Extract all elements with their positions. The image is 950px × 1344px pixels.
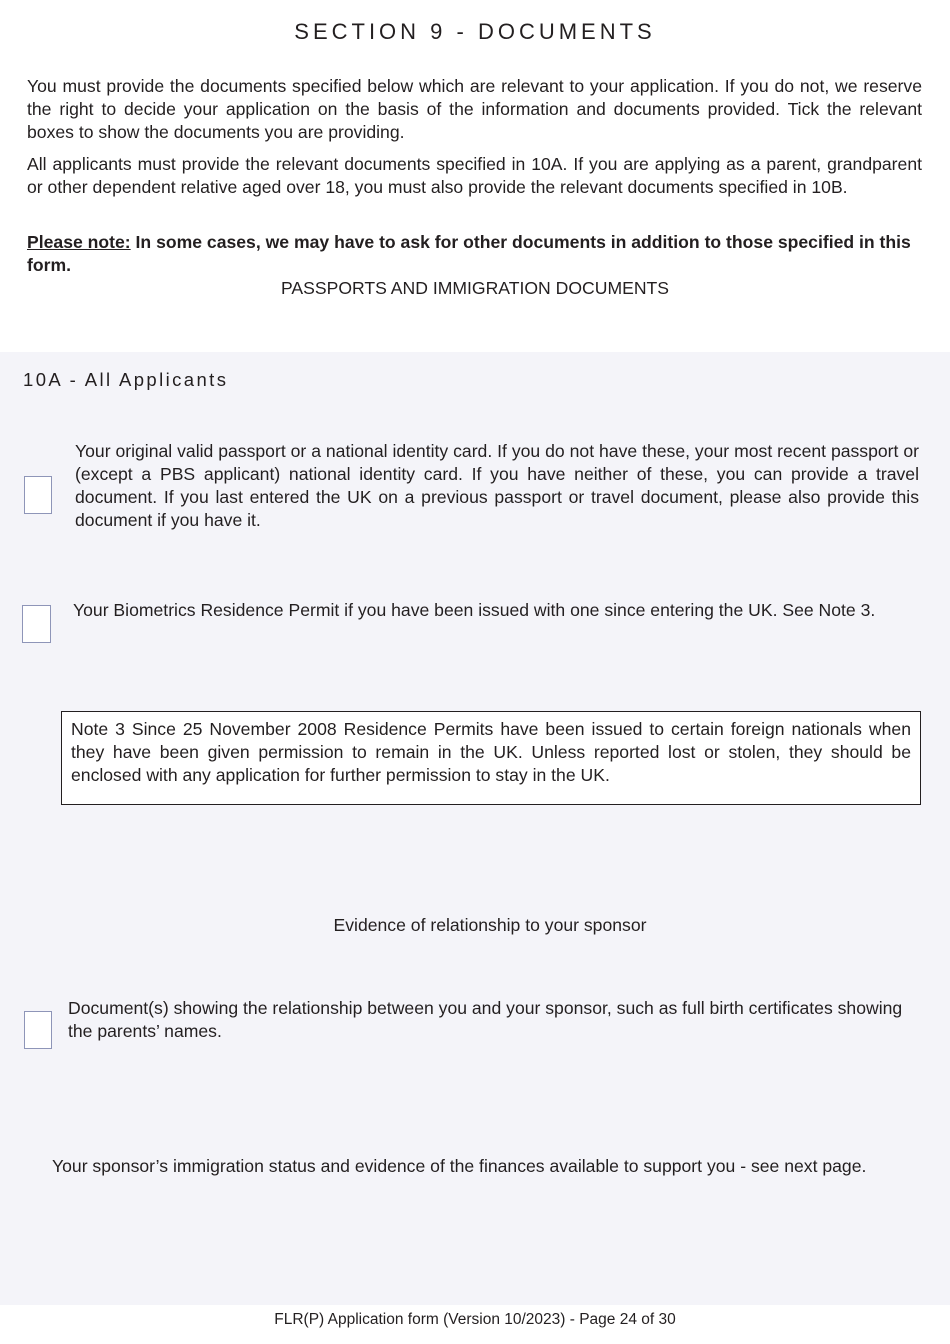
note-3-box	[61, 711, 921, 805]
please-note-text: In some cases, we may have to ask for other documents in addition to those specified in this form.	[27, 232, 911, 275]
relationship-heading: Evidence of relationship to your sponsor	[333, 915, 647, 935]
section-10a-heading: 10A - All Applicants	[23, 369, 229, 390]
brp-checkbox[interactable]	[22, 605, 51, 643]
sponsor-note: Your sponsor’s immigration status and evidence of the finances available to support you - see next page.	[52, 1156, 867, 1176]
please-note-label: Please note:	[27, 232, 131, 252]
section-title: SECTION 9 - DOCUMENTS	[294, 19, 656, 44]
brp-item-text: Your Biometrics Residence Permit if you have been issued with one since entering the UK. See Note 3.	[73, 600, 876, 620]
passport-item-text: Your original valid passport or a national identity card. If you do not have these, your most recent passport or (except a PBS applicant) national identity card. If you have neither of these, you can provide a travel document. If you last entered the UK on a previous passport or travel document, please also provide this document if you have it.	[75, 441, 919, 530]
intro-paragraph-2: All applicants must provide the relevant documents specified in 10A. If you are applying as a parent, grandparent or other dependent relative aged over 18, you must also provide the relevant documents specified in 10B.	[27, 154, 922, 197]
relationship-item-text: Document(s) showing the relationship between you and your sponsor, such as full birth certificates showing the parents’ names.	[68, 998, 903, 1041]
relationship-checkbox[interactable]	[24, 1011, 52, 1049]
page-footer: FLR(P) Application form (Version 10/2023) - Page 24 of 30	[274, 1311, 676, 1328]
note-3-text: Note 3 Since 25 November 2008 Residence Permits have been issued to certain foreign nationals when they have been given permission to remain in the UK. Unless reported lost or stolen, they should be enclosed with any application for further permission to stay in the UK.	[71, 719, 911, 785]
passport-checkbox[interactable]	[24, 476, 52, 514]
please-note	[27, 231, 922, 277]
passports-heading: PASSPORTS AND IMMIGRATION DOCUMENTS	[280, 278, 670, 298]
intro-paragraph-1: You must provide the documents specified below which are relevant to your application. If you do not, we reserve the right to decide your application on the basis of the information and documents provided. Tick the relevant boxes to show the documents you are providing.	[27, 76, 922, 142]
